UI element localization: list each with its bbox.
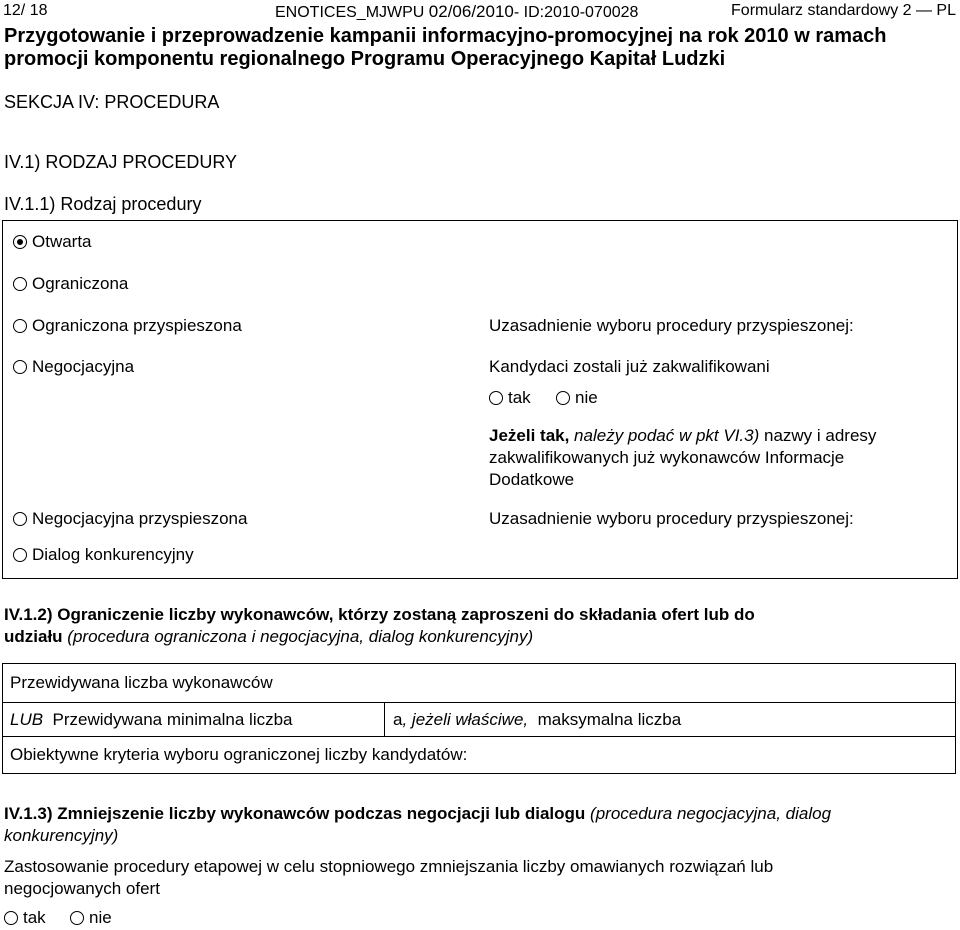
page-number: 12/ 18 bbox=[3, 2, 48, 19]
divider bbox=[384, 702, 385, 737]
kandydaci-tak[interactable]: tak bbox=[489, 388, 531, 408]
przewidywana-liczba-row: Przewidywana liczba wykonawców bbox=[2, 663, 956, 703]
radio-icon[interactable] bbox=[13, 512, 27, 526]
option-negocjacyjna[interactable]: Negocjacyjna bbox=[13, 357, 134, 377]
procedure-type-box bbox=[2, 220, 958, 579]
iv12-heading: IV.1.2) Ograniczenie liczby wykonawców, którzy zostaną zaproszeni do składania ofert lub do udziału (procedura ograniczona i negocjacyjna, dialog konkurencyjny) bbox=[4, 605, 755, 646]
notice-id: ENOTICES_MJWPU 02/06/2010- ID:2010-070028 bbox=[275, 2, 639, 21]
section-heading: SEKCJA IV: PROCEDURA bbox=[4, 92, 220, 112]
page-header bbox=[3, 2, 956, 22]
radio-icon[interactable] bbox=[13, 548, 27, 562]
option-ograniczona[interactable]: Ograniczona bbox=[13, 274, 128, 294]
kandydaci-label: Kandydaci zostali już zakwalifikowani bbox=[489, 357, 770, 376]
iv11-heading: IV.1.1) Rodzaj procedury bbox=[4, 194, 202, 214]
form-name: Formularz standardowy 2 — PL bbox=[731, 2, 956, 19]
radio-icon[interactable] bbox=[13, 277, 27, 291]
iv13-nie[interactable]: nie bbox=[70, 908, 112, 928]
kandydaci-nie[interactable]: nie bbox=[556, 388, 598, 408]
iv13-heading: IV.1.3) Zmniejszenie liczby wykonawców podczas negocjacji lub dialogu (procedura negocjacyjna, dialog konkurencyjny) bbox=[4, 804, 832, 845]
min-max-row: LUB Przewidywana minimalna liczba a, jeżeli właściwe, maksymalna liczba bbox=[2, 702, 956, 737]
uzasadnienie2-label: Uzasadnienie wyboru procedury przyspieszonej: bbox=[489, 509, 854, 528]
iv1-heading: IV.1) RODZAJ PROCEDURY bbox=[4, 152, 238, 172]
radio-icon[interactable] bbox=[556, 391, 570, 405]
option-dialog[interactable]: Dialog konkurencyjny bbox=[13, 545, 194, 565]
radio-icon[interactable] bbox=[13, 319, 27, 333]
radio-checked-icon[interactable] bbox=[13, 235, 27, 249]
radio-icon[interactable] bbox=[70, 911, 84, 925]
kryteria-row: Obiektywne kryteria wyboru ograniczonej liczby kandydatów: bbox=[2, 736, 956, 774]
jezeli-note: Jeżeli tak, należy podać w pkt VI.3) nazwy i adresy zakwalifikowanych już wykonawców Informacje Dodatkowe bbox=[489, 426, 877, 489]
option-negocjacyjna-przyspieszona[interactable]: Negocjacyjna przyspieszona bbox=[13, 509, 247, 529]
lub-label: LUB bbox=[10, 709, 44, 729]
iv13-tak[interactable]: tak bbox=[4, 908, 46, 928]
document-title: Przygotowanie i przeprowadzenie kampanii informacyjno-promocyjnej na rok 2010 w ramach promocji komponentu regionalnego Programu Operacyjnego Kapitał Ludzki bbox=[4, 25, 887, 70]
radio-icon[interactable] bbox=[4, 911, 18, 925]
option-ograniczona-przyspieszona[interactable]: Ograniczona przyspieszona bbox=[13, 316, 242, 336]
radio-icon[interactable] bbox=[489, 391, 503, 405]
radio-icon[interactable] bbox=[13, 360, 27, 374]
uzasadnienie-label: Uzasadnienie wyboru procedury przyspieszonej: bbox=[489, 316, 854, 335]
iv13-text: Zastosowanie procedury etapowej w celu stopniowego zmniejszania liczby omawianych rozwiązań lub negocjowanych ofert bbox=[4, 857, 774, 898]
min-label: Przewidywana minimalna liczba bbox=[52, 709, 293, 729]
option-otwarta[interactable]: Otwarta bbox=[13, 232, 92, 252]
